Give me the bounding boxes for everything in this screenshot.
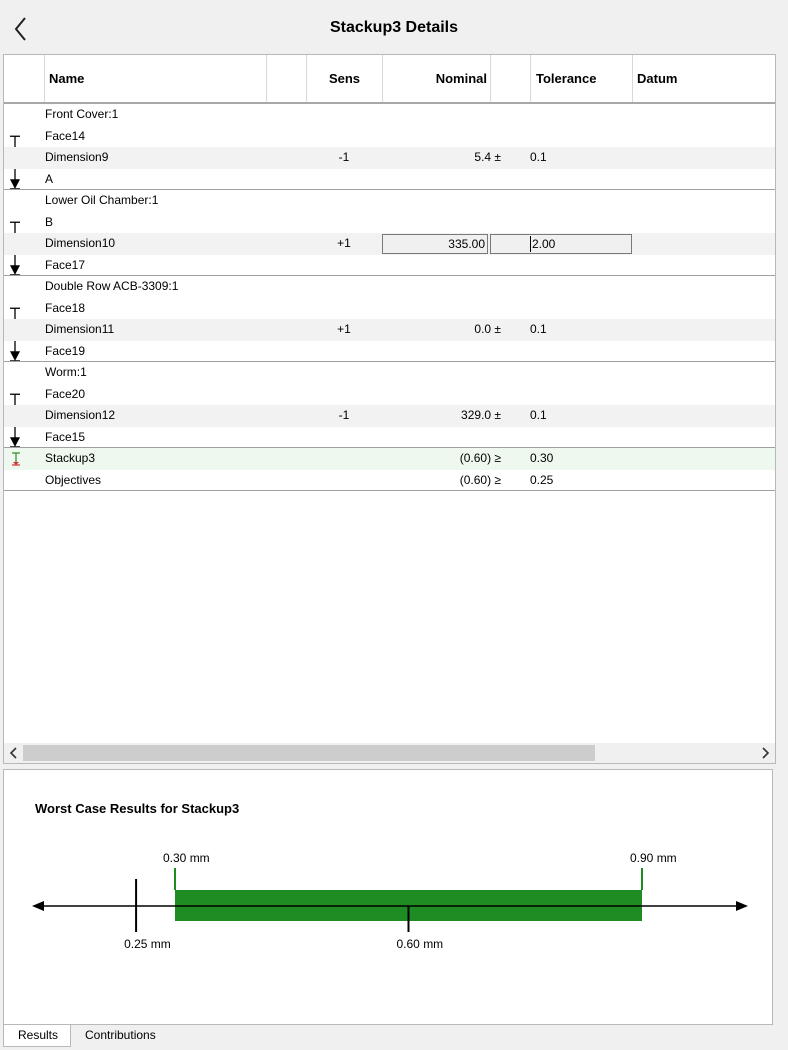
tab-results[interactable]: Results	[3, 1025, 71, 1047]
col-header-tolerance[interactable]: Tolerance	[530, 55, 632, 102]
col-header-blank[interactable]	[266, 55, 306, 102]
stack-group	[4, 190, 775, 276]
summary-nominal: (0.60) ≥	[459, 472, 501, 487]
dimension-row[interactable]	[4, 405, 775, 427]
col-header-sens[interactable]: Sens	[306, 55, 382, 102]
sens-value: -1	[338, 150, 350, 164]
col-header-pm[interactable]	[490, 55, 530, 102]
sens-value: +1	[337, 322, 351, 336]
text-caret	[530, 236, 531, 252]
summary-tolerance: 0.30	[530, 451, 554, 465]
tab-contributions[interactable]: Contributions	[85, 1028, 156, 1042]
summary-row[interactable]	[4, 470, 775, 492]
face-row[interactable]	[4, 298, 775, 320]
col-header-name[interactable]: Name	[44, 55, 266, 102]
face-row[interactable]	[4, 341, 775, 363]
dimension-name: Dimension9	[45, 150, 109, 164]
summary-name: Objectives	[45, 472, 102, 487]
from-feature: B	[45, 214, 54, 229]
part-name: Front Cover:1	[45, 107, 119, 121]
part-name: Lower Oil Chamber:1	[45, 193, 159, 207]
face-row[interactable]	[4, 384, 775, 406]
stack-group	[4, 276, 775, 362]
to-feature: Face15	[45, 429, 86, 444]
from-feature: Face14	[45, 128, 86, 143]
col-header-nominal[interactable]: Nominal	[382, 55, 490, 102]
grid-header	[4, 55, 775, 104]
tolerance-input-value: 2.00	[532, 237, 556, 251]
face-row[interactable]	[4, 126, 775, 148]
summary-tolerance: 0.25	[530, 472, 554, 487]
tolerance-value: 0.1	[530, 408, 547, 422]
sens-value: -1	[338, 408, 350, 422]
max-label: 0.90 mm	[630, 851, 677, 865]
dimension-row[interactable]	[4, 233, 775, 255]
from-feature: Face18	[45, 300, 86, 315]
face-row[interactable]	[4, 255, 775, 277]
to-feature: A	[45, 171, 54, 186]
face-row[interactable]	[4, 169, 775, 191]
tolerance-input[interactable]	[490, 234, 632, 254]
nominal-value: 329.0 ±	[461, 408, 501, 422]
scrollbar-thumb[interactable]	[23, 745, 595, 761]
to-feature: Face17	[45, 257, 86, 272]
axis-left-arrow	[32, 901, 44, 911]
axis-right-arrow	[736, 901, 748, 911]
from-feature: Face20	[45, 386, 86, 401]
header	[0, 0, 788, 54]
sens-value: +1	[337, 236, 351, 250]
results-panel	[3, 769, 773, 1025]
part-row[interactable]	[4, 362, 775, 384]
results-title: Worst Case Results for Stackup3	[35, 801, 240, 816]
grid-body	[4, 104, 775, 491]
nominal-label: 0.60 mm	[396, 937, 444, 951]
stackup-icon	[9, 450, 23, 468]
part-row[interactable]	[4, 276, 775, 298]
horizontal-scrollbar[interactable]	[4, 743, 775, 763]
dimension-name: Dimension11	[45, 322, 115, 336]
stackup-grid	[3, 54, 776, 764]
nominal-value: 0.0 ±	[474, 322, 501, 336]
part-name: Worm:1	[45, 365, 87, 379]
tolerance-value: 0.1	[530, 322, 547, 336]
dimension-row[interactable]	[4, 147, 775, 169]
summary-nominal: (0.60) ≥	[459, 451, 501, 465]
summary-row[interactable]	[4, 448, 775, 470]
objective-label: 0.25 mm	[124, 937, 171, 951]
scroll-right-icon[interactable]	[758, 746, 772, 760]
scroll-left-icon[interactable]	[7, 746, 21, 760]
col-header-datum[interactable]: Datum	[632, 55, 775, 102]
min-label: 0.30 mm	[163, 851, 210, 865]
part-name: Double Row ACB-3309:1	[45, 279, 179, 293]
page-title: Stackup3 Details	[329, 19, 459, 36]
face-row[interactable]	[4, 212, 775, 234]
tolerance-value: 0.1	[530, 150, 547, 164]
stack-group	[4, 104, 775, 190]
nominal-input[interactable]: 335.00	[382, 234, 488, 254]
nominal-value: 5.4 ±	[474, 150, 501, 164]
part-row[interactable]	[4, 104, 775, 126]
summary-name: Stackup3	[45, 451, 96, 465]
face-row[interactable]	[4, 427, 775, 449]
dimension-row[interactable]	[4, 319, 775, 341]
stack-group	[4, 362, 775, 448]
part-row[interactable]	[4, 190, 775, 212]
col-header-icon	[4, 55, 44, 102]
to-feature: Face19	[45, 343, 86, 358]
dimension-name: Dimension12	[45, 408, 116, 422]
worst-case-chart	[4, 770, 774, 1026]
dimension-name: Dimension10	[45, 236, 116, 250]
